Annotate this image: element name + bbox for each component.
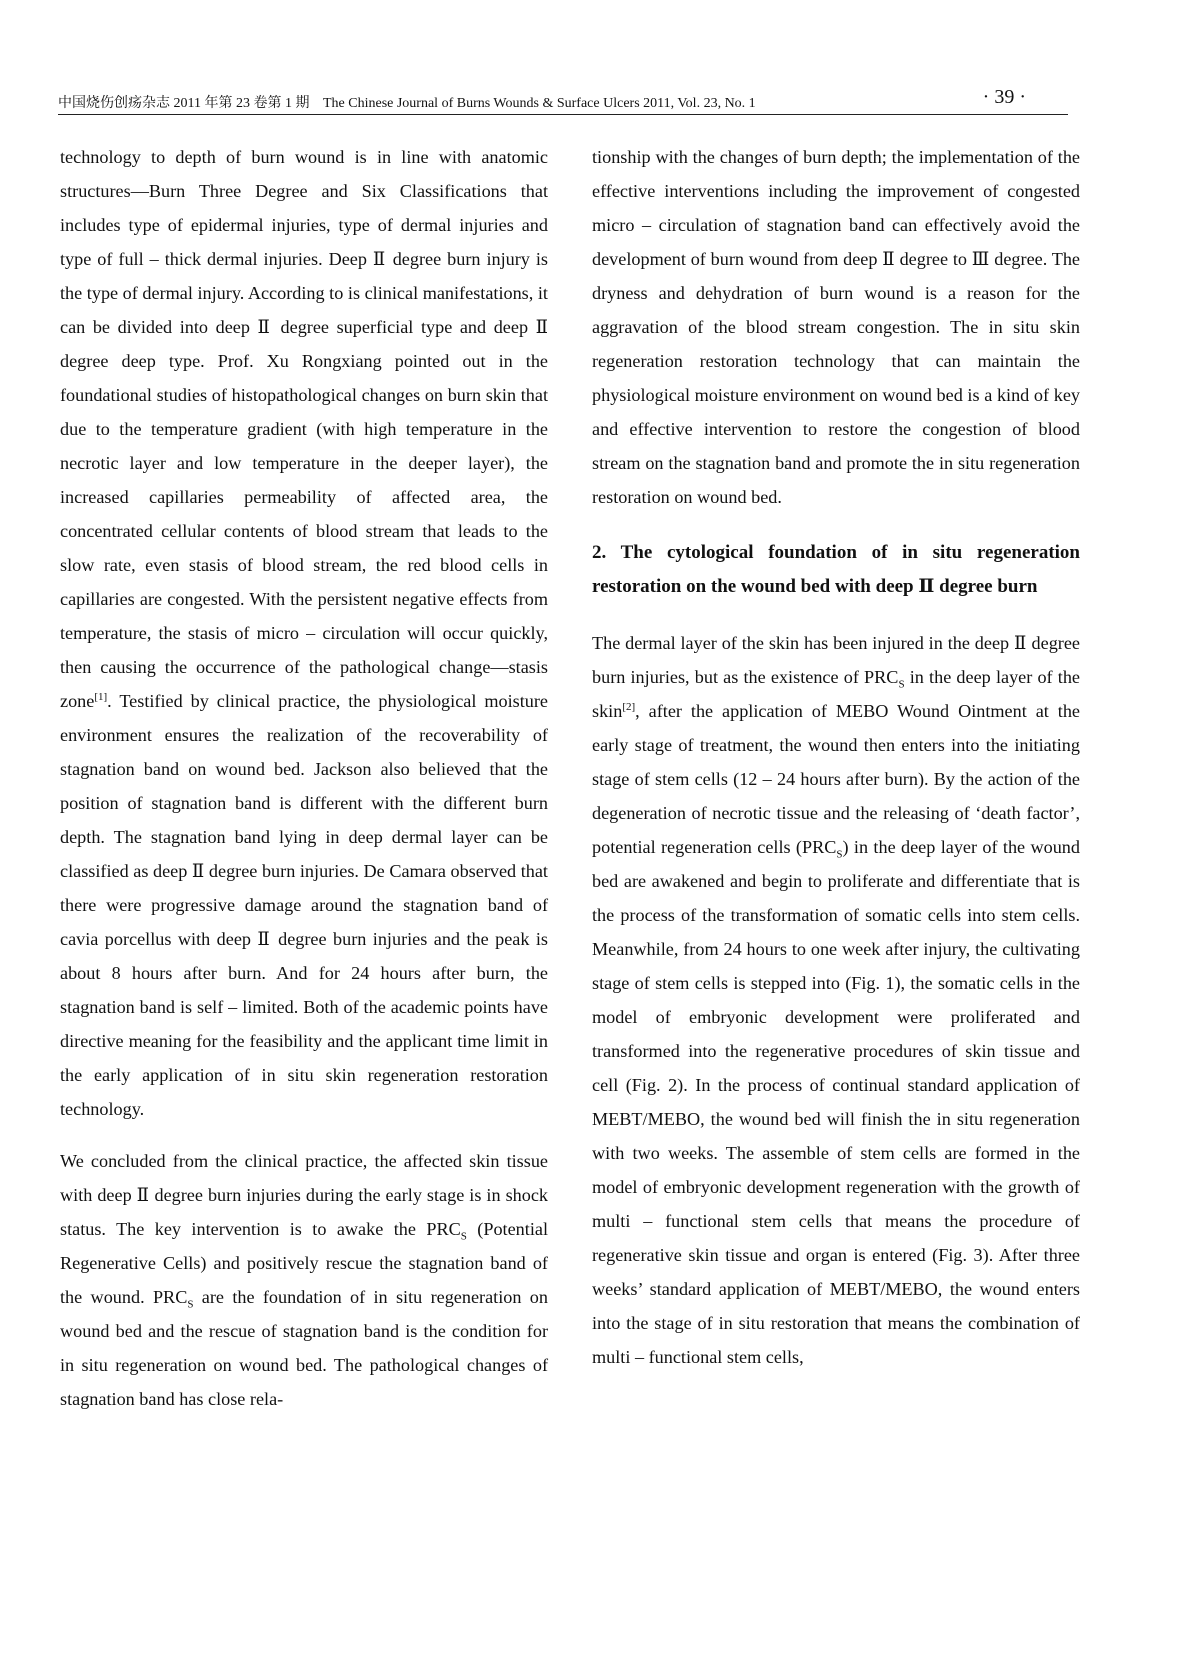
journal-citation [58,92,756,112]
page-number: · 39 · [982,86,1026,108]
paragraph: The dermal layer of the skin has been injured in the deep Ⅱ degree burn injuries, but as the existence of $PRC_S$ in the deep layer of the skin[2], after the application of MEBO Wound Ointment at the early stage of treatment, the wound then enters into the initiating stage of stem cells (12 – 24 hours after burn). By the action of the degeneration of necrotic tissue and the releasing of ‘death factor’, potential regeneration cells $(PRC_S)$ in the deep layer of the wound bed are awakened and begin to proliferate and differentiate that is the process of the transformation of somatic cells into stem cells. Meanwhile, from 24 hours to one week after injury, the cultivating stage of stem cells is stepped into (Fig. 1), the somatic cells in the model of embryonic development were proliferated and transformed into the regenerative procedures of skin tissue and cell (Fig. 2). In the process of continual standard application of MEBT/MEBO, the wound bed will finish the in situ regeneration with two weeks. The assemble of stem cells are formed in the model of embryonic development regeneration with the growth of multi – functional stem cells that means the procedure of regenerative skin tissue and organ is entered (Fig. 3). After three weeks’ standard application of MEBT/MEBO, the wound enters into the stage of in situ restoration that means the combination of multi – functional stem cells, [592,633,1080,1367]
citation-ref[interactable]: [2] [622,700,636,713]
left-column [60,140,548,1416]
paragraph: We concluded from the clinical practice, the affected skin tissue with deep Ⅱ degree burn injuries during the early stage is in shock status. The key intervention is to awake the $PRC_S$ (Potential Regenerative Cells) and positively rescue the stagnation band of the wound. $PRC_S$ are the foundation of in situ regeneration on wound bed and the rescue of stagnation band is the condition for in situ regeneration on wound bed. The pathological changes of stagnation band has close rela- [60,1151,548,1409]
citation-ref[interactable]: [1] [94,690,108,703]
journal-name-en: The Chinese Journal of Burns Wounds & Surface Ulcers 2011, Vol. 23, No. 1 [322,96,756,111]
running-header [58,84,1068,115]
journal-name-cn: 中国烧伤创疡杂志 2011 年第 23 卷第 1 期 [58,96,310,111]
paragraph: technology to depth of burn wound is in line with anatomic structures—Burn Three Degree and Six Classifications that includes type of epidermal injuries, type of dermal injuries and type of full – thick dermal injuries. Deep Ⅱ degree burn injury is the type of dermal injury. According to is clinical manifestations, it can be divided into deep Ⅱ degree superficial type and deep Ⅱ degree deep type. Prof. Xu Rongxiang pointed out in the foundational studies of histopathological changes on burn skin that due to the temperature gradient (with high temperature in the necrotic layer and low temperature in the deeper layer), the increased capillaries permeability of affected area, the concentrated cellular contents of blood stream that leads to the slow rate, even stasis of blood stream, the red blood cells in capillaries are congested. With the persistent negative effects from temperature, the stasis of micro – circulation will occur quickly, then causing the occurrence of the pathological change—stasis zone[1]. Testified by clinical practice, the physiological moisture environment ensures the realization of the recoverability of stagnation band on wound bed. Jackson also believed that the position of stagnation band is different with the different burn depth. The stagnation band lying in deep dermal layer can be classified as deep Ⅱ degree burn injuries. De Camara observed that there were progressive damage around the stagnation band of cavia porcellus with deep Ⅱ degree burn injuries and the peak is about 8 hours after burn. And for 24 hours after burn, the stagnation band is self – limited. Both of the academic points have directive meaning for the feasibility and the applicant time limit in the early application of in situ skin regeneration restoration technology. [60,147,548,1119]
paragraph: tionship with the changes of burn depth; the implementation of the effective interventions including the improvement of congested micro – circulation of stagnation band can effectively avoid the development of burn wound from deep Ⅱ degree to Ⅲ degree. The dryness and dehydration of burn wound is a reason for the aggravation of the blood stream congestion. The in situ skin regeneration restoration technology that can maintain the physiological moisture environment on wound bed is a kind of key and effective intervention to restore the congestion of blood stream on the stagnation band and promote the in situ regeneration restoration on wound bed. [592,147,1080,507]
section-heading: 2. The cytological foundation of in situ regeneration restoration on the wound bed with deep Ⅱ degree burn [592,542,1080,597]
right-column [592,140,1080,1374]
